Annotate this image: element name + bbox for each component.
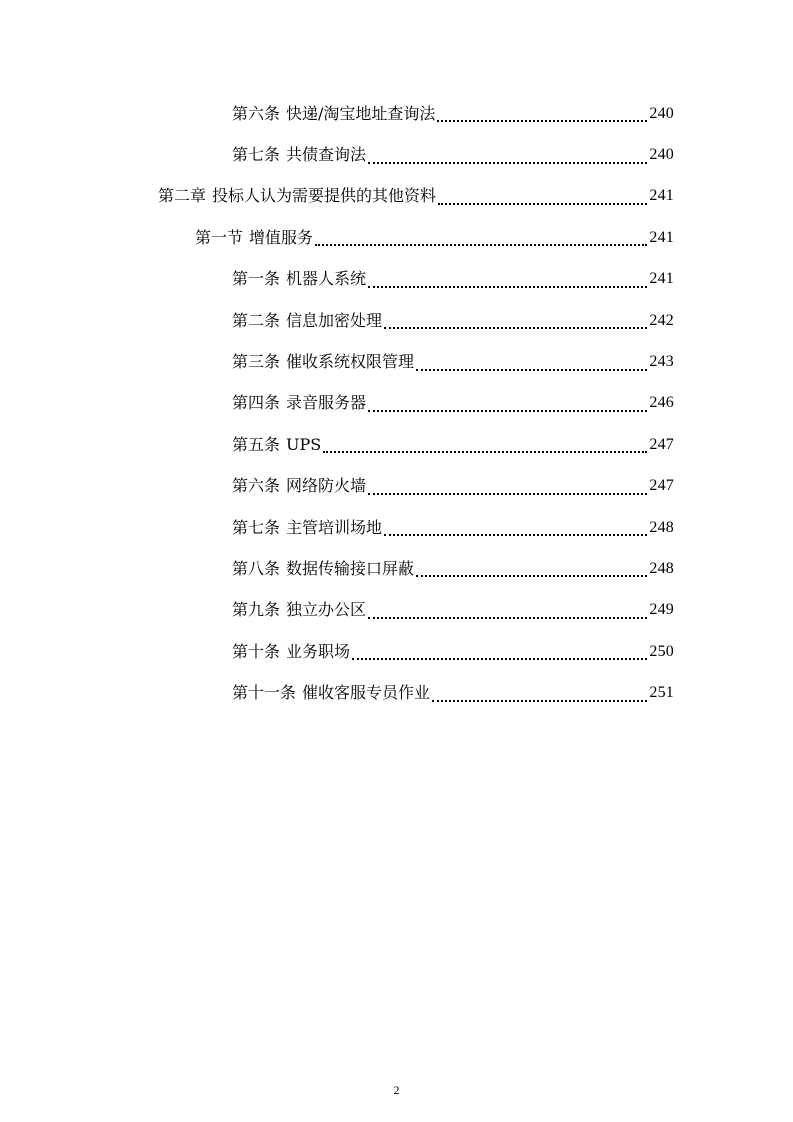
toc-entry-page: 246 <box>649 394 674 412</box>
toc-entry-page: 240 <box>649 146 674 164</box>
toc-entry[interactable] <box>0 259 793 300</box>
toc-entry-number: 第三条 <box>232 352 281 372</box>
toc-entry[interactable] <box>0 300 793 341</box>
dot-leader <box>432 699 647 702</box>
toc-entry[interactable] <box>0 341 793 382</box>
toc-entry-page: 240 <box>649 104 674 122</box>
toc-entry-number: 第四条 <box>232 393 281 413</box>
toc-entry-number: 第六条 <box>232 103 281 123</box>
toc-entry[interactable] <box>0 672 793 713</box>
toc-entry-page: 241 <box>649 187 674 205</box>
toc-entry-number: 第二条 <box>232 310 281 330</box>
toc-entry[interactable] <box>0 631 793 672</box>
dot-leader <box>384 533 647 536</box>
toc-entry-number: 第一条 <box>232 269 281 289</box>
toc-entry[interactable] <box>0 383 793 424</box>
toc-entry[interactable] <box>0 466 793 507</box>
toc-entry-page: 248 <box>649 559 674 577</box>
toc-entry-title: 信息加密处理 <box>286 310 383 330</box>
dot-leader <box>416 368 647 371</box>
toc-entry-title: 增值服务 <box>249 227 314 247</box>
toc-entry-page: 241 <box>649 228 674 246</box>
toc-entry-title: 快递/淘宝地址查询法 <box>286 103 436 123</box>
toc-entry-number: 第五条 <box>232 434 281 454</box>
toc-entry-title: 独立办公区 <box>286 600 367 620</box>
dot-leader <box>323 450 647 453</box>
toc-entry[interactable] <box>0 217 793 258</box>
toc-entry-page: 250 <box>649 642 674 660</box>
toc-entry[interactable] <box>0 176 793 217</box>
dot-leader <box>315 243 647 246</box>
dot-leader <box>352 657 647 660</box>
toc-entry[interactable] <box>0 590 793 631</box>
table-of-contents <box>0 93 793 714</box>
toc-entry-page: 251 <box>649 684 674 702</box>
dot-leader <box>384 326 647 329</box>
toc-entry-page: 249 <box>649 601 674 619</box>
toc-entry-title: 业务职场 <box>286 641 351 661</box>
toc-entry-title: 催收客服专员作业 <box>302 683 431 703</box>
toc-entry-page: 243 <box>649 353 674 371</box>
toc-entry-number: 第八条 <box>232 558 281 578</box>
toc-entry[interactable] <box>0 507 793 548</box>
toc-entry-page: 247 <box>649 477 674 495</box>
dot-leader <box>438 202 647 205</box>
toc-entry-number: 第六条 <box>232 476 281 496</box>
page-number: 2 <box>393 1083 400 1097</box>
dot-leader <box>437 119 647 122</box>
toc-entry-number: 第七条 <box>232 145 281 165</box>
toc-entry[interactable] <box>0 134 793 175</box>
toc-entry-number: 第十一条 <box>232 683 297 703</box>
toc-entry[interactable] <box>0 548 793 589</box>
toc-entry-title: 催收系统权限管理 <box>286 352 415 372</box>
toc-entry-title: 主管培训场地 <box>286 517 383 537</box>
toc-entry-title: 数据传输接口屏蔽 <box>286 558 415 578</box>
toc-entry-title: 共债查询法 <box>286 145 367 165</box>
toc-entry-page: 247 <box>649 435 674 453</box>
dot-leader <box>368 616 647 619</box>
toc-entry-title: 机器人系统 <box>286 269 367 289</box>
toc-entry-number: 第七条 <box>232 517 281 537</box>
toc-entry-title: 投标人认为需要提供的其他资料 <box>212 186 437 206</box>
dot-leader <box>368 409 647 412</box>
toc-entry-page: 248 <box>649 518 674 536</box>
toc-entry-number: 第一节 <box>195 227 244 247</box>
toc-entry-title: 录音服务器 <box>286 393 367 413</box>
toc-entry[interactable] <box>0 93 793 134</box>
toc-entry-number: 第十条 <box>232 641 281 661</box>
toc-entry-page: 242 <box>649 311 674 329</box>
dot-leader <box>368 492 647 495</box>
toc-entry-title: 网络防火墙 <box>286 476 367 496</box>
toc-entry[interactable] <box>0 424 793 465</box>
toc-entry-page: 241 <box>649 270 674 288</box>
dot-leader <box>368 161 647 164</box>
toc-entry-number: 第九条 <box>232 600 281 620</box>
toc-entry-title: UPS <box>286 434 322 454</box>
dot-leader <box>368 285 647 288</box>
toc-entry-number: 第二章 <box>158 186 207 206</box>
dot-leader <box>416 574 647 577</box>
